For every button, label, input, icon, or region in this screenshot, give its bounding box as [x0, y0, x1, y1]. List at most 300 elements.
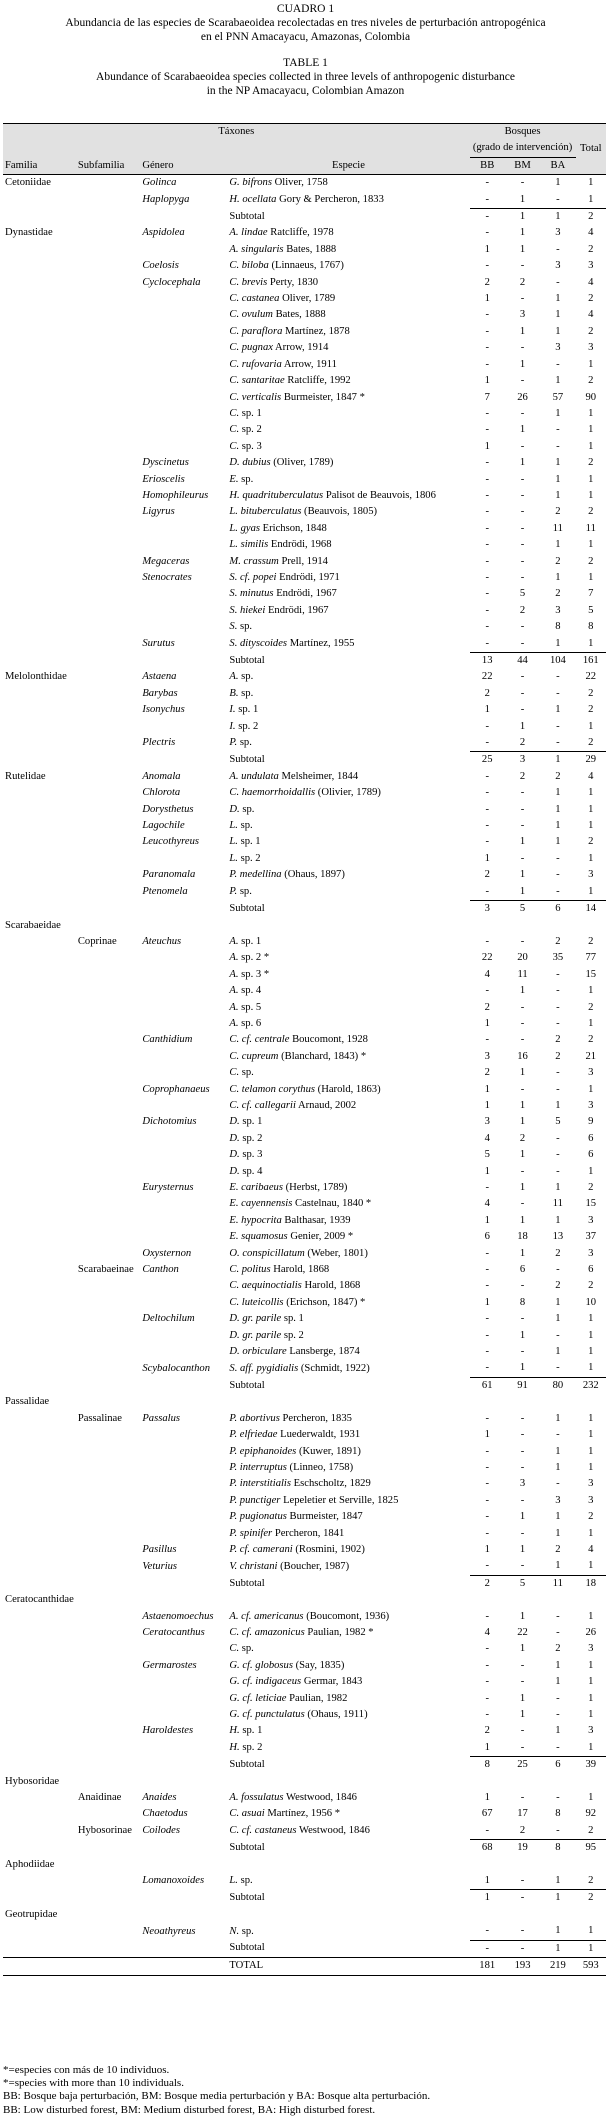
species-authority: Oliver, 1758	[274, 177, 328, 189]
total-count: 4	[588, 1543, 594, 1555]
species-authority: Bates, 1888	[275, 309, 326, 321]
bm-count: 3	[519, 309, 526, 321]
bb-count: -	[485, 342, 489, 354]
bb-count: -	[485, 1362, 489, 1374]
species-name: A.	[229, 968, 239, 980]
family-cell	[3, 1098, 76, 1114]
species-cell	[227, 1609, 469, 1625]
subfamily-cell	[76, 586, 141, 602]
bb-count: -	[485, 935, 489, 947]
family-cell: Passalidae	[5, 1396, 50, 1408]
table-row	[3, 735, 606, 752]
species-cell	[227, 1344, 469, 1360]
species-cell	[227, 1658, 469, 1674]
species-name: C. pugnax	[229, 342, 273, 354]
total-count: 3	[588, 260, 594, 272]
bb-count: -	[485, 1676, 489, 1688]
total-count: 1	[588, 1692, 594, 1704]
subfamily-cell	[76, 1229, 141, 1245]
bm-count: -	[520, 375, 525, 387]
bm-count: -	[520, 1875, 525, 1887]
total-count: 2	[588, 457, 594, 469]
subfamily-cell	[76, 735, 141, 752]
total-count: 161	[576, 653, 606, 670]
species-authority: Martínez, 1956 *	[267, 1808, 341, 1820]
ba-count: -	[556, 1610, 560, 1622]
ba-count: -	[556, 1264, 560, 1276]
genus-cell	[140, 1674, 227, 1690]
subfamily-cell	[76, 504, 141, 520]
total-count: 1	[588, 177, 594, 189]
subfamily-cell	[76, 702, 141, 718]
species-cell	[227, 901, 469, 918]
species-name: V. christani	[229, 1560, 278, 1572]
subfamily-cell	[76, 1625, 141, 1641]
family-cell	[3, 1658, 76, 1674]
total-count: 6	[588, 1132, 594, 1144]
family-cell: Ceratocanthidae	[5, 1594, 74, 1606]
bb-count: 1	[484, 852, 490, 864]
bb-count: -	[485, 1527, 489, 1539]
table-row	[3, 1740, 606, 1757]
family-cell	[3, 1790, 76, 1806]
subfamily-cell	[76, 1757, 141, 1774]
table-row	[3, 1032, 606, 1048]
table-row	[3, 967, 606, 983]
bb-count: -	[485, 588, 489, 600]
species-name: D. gr. parile	[229, 1313, 282, 1325]
family-cell	[3, 967, 76, 983]
species-authority: Paulian, 1982 *	[307, 1626, 374, 1638]
subfamily-cell	[76, 967, 141, 983]
table-row	[3, 1823, 606, 1840]
bm-count: 3	[505, 752, 540, 769]
subfamily-cell	[76, 686, 141, 702]
ba-count: 1	[555, 1445, 561, 1457]
bm-count	[505, 1857, 540, 1873]
subfamily-cell	[76, 1377, 141, 1394]
table-row	[3, 225, 606, 241]
family-cell	[3, 422, 76, 438]
genus-cell	[140, 1857, 227, 1873]
total-count: 1	[588, 1676, 594, 1688]
species-name: G. cf. globosus	[229, 1659, 293, 1671]
bb-count: -	[485, 820, 489, 832]
species-cell	[227, 1641, 469, 1657]
total-count: 1	[588, 720, 594, 732]
ba-count: 1	[555, 836, 561, 848]
ba-count: 6	[540, 1757, 575, 1774]
table-row	[3, 1806, 606, 1822]
species-cell	[227, 1873, 469, 1890]
subfamily-cell	[76, 752, 141, 769]
subfamily-cell	[76, 275, 141, 291]
ba-count: 1	[540, 752, 575, 769]
genus-cell: Isonychus	[142, 704, 185, 716]
table-row	[3, 586, 606, 602]
total-count: 1	[588, 440, 594, 452]
subfamily-cell: Coprinae	[77, 935, 117, 947]
bm-count: -	[520, 342, 525, 354]
species-name: S.	[229, 621, 238, 633]
genus-cell: Cyclocephala	[142, 276, 201, 288]
ba-count: -	[556, 985, 560, 997]
total-count: 92	[585, 1808, 597, 1820]
bb-count: 61	[470, 1377, 505, 1394]
bb-count: 25	[470, 752, 505, 769]
ba-count: 2	[555, 935, 561, 947]
ba-count: 1	[555, 1875, 561, 1887]
genus-cell	[140, 719, 227, 735]
bm-count: 1	[505, 209, 540, 226]
family-cell: Rutelidae	[5, 770, 46, 782]
subfamily-cell	[76, 653, 141, 670]
subfamily-cell	[76, 1164, 141, 1180]
abundance-table	[3, 123, 606, 1976]
genus-cell	[140, 1509, 227, 1525]
table-row	[3, 1493, 606, 1509]
total-count: 1	[588, 424, 594, 436]
species-cell	[227, 1394, 469, 1410]
ba-count	[540, 1592, 575, 1608]
table-row	[3, 439, 606, 455]
table-row	[3, 1098, 606, 1114]
ba-count: 1	[555, 1511, 561, 1523]
bm-count: -	[520, 177, 525, 189]
ba-count: 1	[555, 1412, 561, 1424]
species-authority: Luederwaldt, 1931	[280, 1429, 361, 1441]
species-cell	[227, 455, 469, 471]
table-row	[3, 242, 606, 258]
species-authority: Gory & Percheron, 1833	[279, 193, 384, 205]
total-count: 6	[588, 1264, 594, 1276]
subtotal-label: Subtotal	[229, 902, 265, 914]
total-count: 1	[588, 1709, 594, 1720]
family-cell	[3, 1609, 76, 1625]
ba-count: -	[556, 1329, 560, 1341]
subfamily-cell	[76, 1923, 141, 1940]
subtotal-row	[3, 209, 606, 226]
family-cell	[3, 884, 76, 901]
family-cell	[3, 1360, 76, 1377]
genus-cell	[140, 1394, 227, 1410]
species-cell	[227, 1774, 469, 1790]
family-cell	[3, 1049, 76, 1065]
species-cell	[227, 209, 469, 226]
subtotal-label: Subtotal	[229, 1758, 265, 1770]
subfamily-cell	[76, 1131, 141, 1147]
species-authority: Perty, 1830	[269, 276, 319, 288]
ba-count: -	[556, 720, 560, 732]
genus-cell	[140, 1065, 227, 1081]
species-name: H.	[229, 1725, 240, 1737]
subfamily-cell	[76, 1691, 141, 1707]
bm-count: -	[520, 621, 525, 633]
total-count: 593	[576, 1958, 606, 1975]
bm-count: -	[520, 1925, 525, 1937]
total-count: 2	[588, 325, 594, 337]
bb-count: 4	[484, 1626, 490, 1638]
bb-count: 22	[481, 671, 493, 683]
bb-count: -	[485, 720, 489, 732]
total-count: 26	[585, 1626, 597, 1638]
subfamily-cell	[76, 1575, 141, 1592]
species-cell	[227, 439, 469, 455]
subtotal-label: Subtotal	[229, 754, 265, 766]
family-cell	[3, 275, 76, 291]
subfamily-cell	[76, 884, 141, 901]
species-authority: (Olivier, 1789)	[317, 787, 381, 799]
species-authority: sp. 2	[242, 1742, 263, 1754]
bb-count: 1	[484, 243, 490, 255]
header-row-1	[3, 124, 606, 141]
bb-count	[470, 1394, 505, 1410]
total-count: 1	[588, 1925, 594, 1937]
species-cell	[227, 1377, 469, 1394]
bb-count: 4	[484, 1132, 490, 1144]
genus-cell	[140, 1098, 227, 1114]
total-count: 2	[576, 1890, 606, 1907]
species-authority: Endrödi, 1967	[276, 588, 337, 600]
table-row	[3, 1360, 606, 1377]
genus-cell	[140, 1460, 227, 1476]
genus-cell: Dorysthetus	[142, 803, 194, 815]
genus-cell	[140, 619, 227, 635]
genus-cell	[140, 1641, 227, 1657]
species-authority: Lepeletier et Serville, 1825	[283, 1494, 399, 1506]
genus-cell	[140, 1213, 227, 1229]
species-authority: (Linneo, 1758)	[289, 1461, 354, 1473]
species-cell	[227, 1558, 469, 1575]
species-authority: sp.	[240, 621, 253, 633]
species-name: C. cf. amazonicus	[229, 1626, 305, 1638]
family-cell	[3, 603, 76, 619]
table-row	[3, 1246, 606, 1262]
bb-count: 1	[470, 1890, 505, 1907]
genus-cell	[140, 1049, 227, 1065]
bm-count: -	[520, 1034, 525, 1046]
subfamily-cell	[76, 1890, 141, 1907]
species-cell	[227, 702, 469, 718]
bm-count: -	[505, 1890, 540, 1907]
genus-cell	[140, 1526, 227, 1542]
genus-cell	[140, 1147, 227, 1163]
family-cell	[3, 851, 76, 867]
ba-count: 104	[540, 653, 575, 670]
species-cell	[227, 1707, 469, 1723]
bm-count: -	[520, 1280, 525, 1292]
species-cell	[227, 686, 469, 702]
species-name: A. fossulatus	[229, 1792, 284, 1804]
subfamily-cell	[76, 1328, 141, 1344]
title-en-label: TABLE 1	[283, 57, 328, 69]
table-row	[3, 1476, 606, 1492]
ba-count: -	[556, 671, 560, 683]
total-count: 2	[588, 243, 594, 255]
bm-count: -	[520, 1346, 525, 1358]
bb-count: 2	[470, 1575, 505, 1592]
bm-count: -	[520, 260, 525, 272]
species-name: P. elfriedae	[229, 1429, 278, 1441]
subfamily-cell	[76, 1427, 141, 1443]
table-notes	[3, 2064, 430, 2117]
genus-cell	[140, 918, 227, 934]
ba-count: 1	[555, 1676, 561, 1688]
family-cell	[3, 867, 76, 883]
bm-count: 3	[519, 1478, 526, 1490]
species-authority: Lansberge, 1874	[289, 1346, 360, 1358]
bb-count: -	[485, 1511, 489, 1523]
bb-count: -	[485, 1445, 489, 1457]
species-name: C. aequinoctialis	[229, 1280, 302, 1292]
genus-cell: Barybas	[142, 687, 178, 699]
ba-count: 2	[555, 1643, 561, 1655]
ba-count: 1	[555, 1346, 561, 1358]
bm-count: 1	[519, 1511, 526, 1523]
bb-count: -	[485, 1925, 489, 1937]
subfamily-cell: Scarabaeinae	[77, 1264, 134, 1276]
header-row-3	[3, 157, 606, 174]
ba-count: 1	[555, 489, 561, 501]
table-row	[3, 1907, 606, 1923]
subfamily-cell	[76, 1806, 141, 1822]
genus-cell	[140, 851, 227, 867]
total-count: 6	[588, 1149, 594, 1161]
total-count: 1	[588, 193, 594, 205]
family-cell	[3, 1246, 76, 1262]
table-row	[3, 1609, 606, 1625]
species-name: P. epiphanoides	[229, 1445, 297, 1457]
ba-count: 1	[555, 1560, 561, 1572]
bb-count: -	[485, 358, 489, 370]
table-row	[3, 1857, 606, 1873]
subfamily-cell	[76, 1065, 141, 1081]
subfamily-cell	[76, 324, 141, 340]
total-count: 4	[588, 276, 594, 288]
bb-count: -	[485, 1034, 489, 1046]
species-name: S. minutus	[229, 588, 274, 600]
table-row	[3, 455, 606, 471]
bm-count: 18	[517, 1231, 528, 1243]
subtotal-row	[3, 1890, 606, 1907]
bb-count: -	[485, 803, 489, 815]
table-row	[3, 1065, 606, 1081]
total-count: 21	[585, 1050, 597, 1062]
species-cell	[227, 324, 469, 340]
genus-cell: Paranomala	[142, 869, 196, 881]
species-cell	[227, 242, 469, 258]
table-row	[3, 1049, 606, 1065]
note-en-asterisk: *=species with more than 10 individuals.	[3, 2077, 184, 2090]
subtotal-label: Subtotal	[229, 1379, 265, 1391]
ba-count: -	[556, 885, 560, 897]
species-authority: Bates, 1888	[286, 243, 337, 255]
family-cell	[3, 570, 76, 586]
bm-count: 1	[519, 869, 526, 881]
species-authority: Endrödi, 1971	[279, 571, 340, 583]
species-name: L.	[229, 820, 238, 832]
total-count: 1	[588, 1610, 594, 1622]
family-cell	[3, 950, 76, 966]
species-cell	[227, 586, 469, 602]
bb-count: -	[485, 770, 489, 782]
bm-count: -	[520, 571, 525, 583]
bb-count: 2	[484, 869, 490, 881]
genus-cell: Anomala	[142, 770, 181, 782]
subfamily-cell	[76, 1295, 141, 1311]
bb-count: -	[485, 1560, 489, 1572]
family-cell	[3, 1873, 76, 1890]
genus-cell	[140, 1295, 227, 1311]
table-row	[3, 1394, 606, 1410]
species-name: E. squamosus	[229, 1231, 288, 1243]
genus-cell	[140, 1476, 227, 1492]
bb-count: 1	[484, 1543, 490, 1555]
table-row	[3, 357, 606, 373]
family-cell	[3, 1328, 76, 1344]
subfamily-cell	[76, 1114, 141, 1130]
subfamily-cell	[76, 225, 141, 241]
ba-count: 1	[555, 1461, 561, 1473]
ba-count: 3	[555, 260, 561, 272]
bb-count: -	[485, 473, 489, 485]
species-authority: (Schmidt, 1922)	[300, 1362, 370, 1374]
family-cell	[3, 1147, 76, 1163]
total-count: 2	[588, 836, 594, 848]
table-row	[3, 1444, 606, 1460]
genus-cell: Astaenomoechus	[142, 1610, 214, 1622]
species-name: D. gr. parile	[229, 1329, 282, 1341]
bb-count: 1	[484, 1792, 490, 1804]
genus-cell	[140, 983, 227, 999]
total-count: 18	[576, 1575, 606, 1592]
total-count: 1	[588, 473, 594, 485]
table-row	[3, 1180, 606, 1196]
species-name: P. interstitialis	[229, 1478, 292, 1490]
ba-count: 1	[555, 803, 561, 815]
species-cell	[227, 1295, 469, 1311]
ba-count: -	[556, 1692, 560, 1704]
bb-count: -	[470, 209, 505, 226]
family-cell	[3, 521, 76, 537]
species-cell	[227, 291, 469, 307]
genus-cell: Megaceras	[142, 555, 190, 567]
species-name: O. conspicillatum	[229, 1247, 305, 1259]
total-count: 15	[585, 1198, 597, 1210]
subfamily-cell	[76, 802, 141, 818]
family-cell	[3, 1411, 76, 1427]
bm-count: -	[520, 522, 525, 534]
family-cell	[3, 802, 76, 818]
table-row	[3, 291, 606, 307]
ba-count: 8	[555, 621, 561, 633]
ba-count: 2	[555, 770, 561, 782]
species-name: C. brevis	[229, 276, 268, 288]
bb-count: 4	[484, 1198, 490, 1210]
genus-cell: Ceratocanthus	[142, 1626, 205, 1638]
subfamily-cell	[76, 1444, 141, 1460]
species-name: C. paraflora	[229, 325, 283, 337]
species-name: L. similis	[229, 539, 269, 551]
total-count	[576, 1774, 606, 1790]
bb-count: 67	[481, 1808, 493, 1820]
header-taxones: Táxones	[3, 124, 470, 141]
ba-count: 2	[555, 555, 561, 567]
family-cell	[3, 934, 76, 950]
species-name: A. singularis	[229, 243, 284, 255]
family-cell	[3, 488, 76, 504]
table-row	[3, 570, 606, 586]
